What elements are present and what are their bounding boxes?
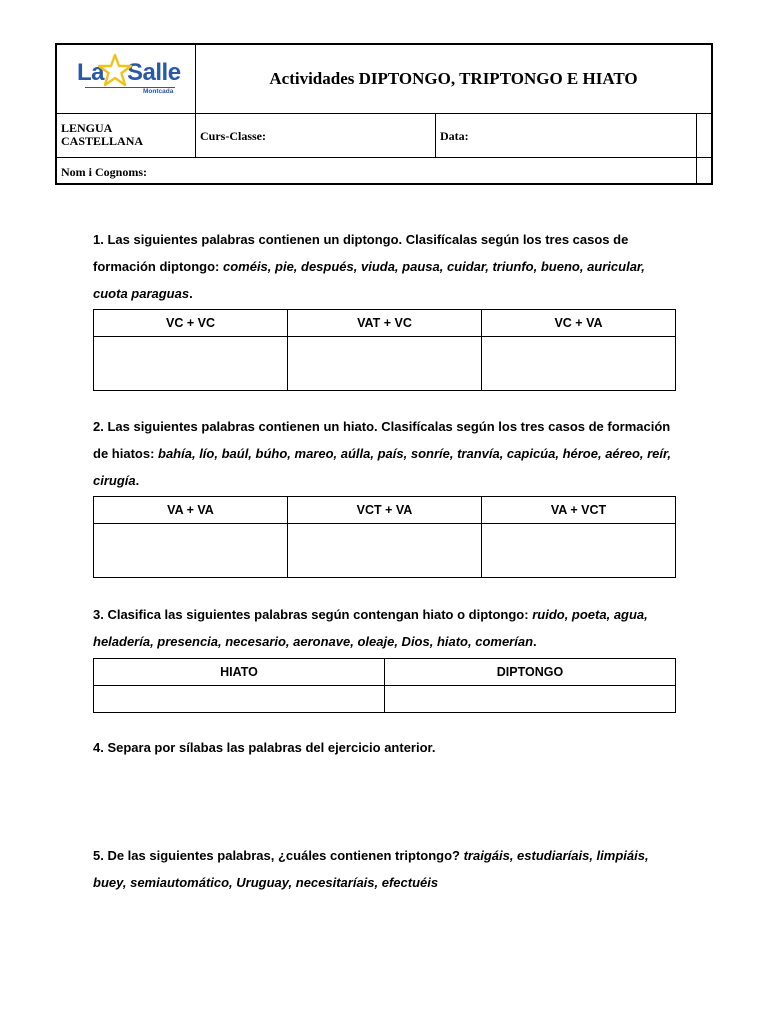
logo-brand-left: La xyxy=(77,59,105,86)
question-4-text: 4. Separa por sílabas las palabras del ejercicio anterior. xyxy=(93,740,436,755)
date-field[interactable]: Data: xyxy=(436,114,697,157)
question-1-text: 1. Las siguientes palabras contienen un diptongo. Clasifícalas según los tres casos de formación diptongo: xyxy=(93,232,629,274)
question-3-text: 3. Clasifica las siguientes palabras según contengan hiato o diptongo: xyxy=(93,607,533,622)
logo-cell xyxy=(57,45,196,113)
hiato-table xyxy=(93,496,676,578)
header-table xyxy=(55,43,713,185)
diptongo-table xyxy=(93,309,676,391)
table-row xyxy=(94,686,676,713)
empty-cell xyxy=(697,114,713,157)
question-5-text: 5. De las siguientes palabras, ¿cuáles contienen triptongo? xyxy=(93,848,464,863)
header-row-title xyxy=(57,45,711,114)
hiato-diptongo-table xyxy=(93,658,676,713)
question-3 xyxy=(93,601,683,655)
answer-cell[interactable] xyxy=(94,686,385,713)
answer-cell[interactable] xyxy=(288,524,482,578)
page-title: Actividades DIPTONGO, TRIPTONGO E HIATO xyxy=(269,69,638,88)
question-2-end: . xyxy=(135,473,140,488)
question-1-words: coméis, pie, después, viuda, pausa, cuidar, triunfo, bueno, auricular, cuota paraguas xyxy=(93,259,645,301)
question-2-text: 2. Las siguientes palabras contienen un hiato. Clasifícalas según los tres casos de formación de hiatos: xyxy=(93,419,671,461)
table-row xyxy=(94,524,676,578)
question-5 xyxy=(93,842,683,896)
answer-cell[interactable] xyxy=(385,686,676,713)
question-4 xyxy=(93,734,683,761)
question-3-end: . xyxy=(533,634,537,649)
column-header: VA + VA xyxy=(94,497,288,524)
question-1 xyxy=(93,226,683,307)
column-header: VC + VA xyxy=(482,310,676,337)
course-field[interactable]: Curs-Classe: xyxy=(196,114,436,157)
logo-subtitle: Montcada xyxy=(143,88,174,95)
subject-label: LENGUA CASTELLANA xyxy=(57,114,196,157)
column-header: VAT + VC xyxy=(288,310,482,337)
column-header: DIPTONGO xyxy=(385,659,676,686)
question-3-words: ruido, poeta, agua, heladería, presencia, necesario, aeronave, oleaje, Dios, hiato, comerían xyxy=(93,607,648,649)
table-header-row xyxy=(94,659,676,686)
answer-cell[interactable] xyxy=(94,524,288,578)
column-header: HIATO xyxy=(94,659,385,686)
column-header: VC + VC xyxy=(94,310,288,337)
question-2 xyxy=(93,413,683,494)
answer-cell[interactable] xyxy=(482,337,676,391)
answer-cell[interactable] xyxy=(94,337,288,391)
answer-cell[interactable] xyxy=(482,524,676,578)
table-header-row xyxy=(94,310,676,337)
name-field[interactable]: Nom i Cognoms: xyxy=(57,158,697,185)
question-1-end: . xyxy=(189,286,193,301)
column-header: VA + VCT xyxy=(482,497,676,524)
table-header-row xyxy=(94,497,676,524)
logo-brand-right: Salle xyxy=(127,59,181,86)
table-row xyxy=(94,337,676,391)
star-icon xyxy=(98,53,132,87)
question-2-words: bahía, lío, baúl, búho, mareo, aúlla, país, sonríe, tranvía, capicúa, héroe, aéreo, reír, cirugía xyxy=(93,446,671,488)
question-5-words: traigáis, estudiaríais, limpiáis, buey, semiautomático, Uruguay, necesitaríais, efectuéis xyxy=(93,848,649,890)
answer-cell[interactable] xyxy=(288,337,482,391)
column-header: VCT + VA xyxy=(288,497,482,524)
header-row-info xyxy=(57,114,711,158)
